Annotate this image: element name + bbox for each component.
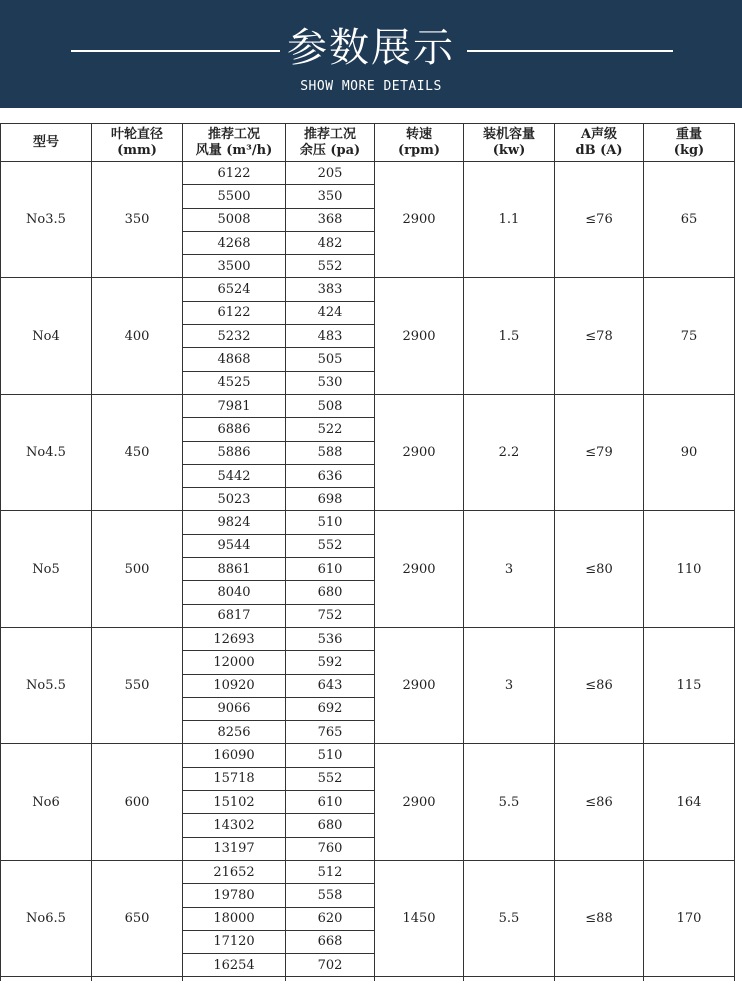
airflow-cell: 9824 (183, 511, 286, 534)
truncated-cell (375, 977, 464, 982)
header-power (464, 124, 555, 162)
weight-cell: 90 (644, 394, 735, 510)
noise-cell: ≤86 (555, 627, 644, 743)
weight-cell: 170 (644, 860, 735, 976)
pressure-cell: 610 (286, 791, 375, 814)
header-line2: (kg) (673, 142, 705, 158)
header-line2: (mm) (117, 142, 157, 158)
airflow-cell: 6524 (183, 278, 286, 301)
pressure-cell: 205 (286, 162, 375, 185)
airflow-cell: 4268 (183, 231, 286, 254)
truncated-cell (644, 977, 735, 982)
pressure-cell: 698 (286, 488, 375, 511)
banner-subtitle: SHOW MORE DETAILS (300, 79, 442, 94)
truncated-cell (555, 977, 644, 982)
diameter-cell: 500 (92, 511, 183, 627)
airflow-cell: 8256 (183, 721, 286, 744)
airflow-cell: 3500 (183, 255, 286, 278)
diameter-cell: 650 (92, 860, 183, 976)
pressure-cell: 482 (286, 231, 375, 254)
pressure-cell: 510 (286, 744, 375, 767)
pressure-cell: 530 (286, 371, 375, 394)
header-line2: 风量 (m³/h) (195, 142, 273, 158)
power-cell: 1.5 (464, 278, 555, 394)
pressure-cell: 505 (286, 348, 375, 371)
airflow-cell: 5023 (183, 488, 286, 511)
airflow-cell: 12000 (183, 651, 286, 674)
pressure-cell: 350 (286, 185, 375, 208)
rpm-cell: 1450 (375, 860, 464, 976)
model-cell: No5 (1, 511, 92, 627)
airflow-cell: 5232 (183, 325, 286, 348)
airflow-cell: 14302 (183, 814, 286, 837)
truncated-cell (92, 977, 183, 982)
pressure-cell: 536 (286, 627, 375, 650)
airflow-cell: 15102 (183, 791, 286, 814)
pressure-cell: 383 (286, 278, 375, 301)
noise-cell: ≤79 (555, 394, 644, 510)
diameter-cell: 350 (92, 162, 183, 278)
header-line2: dB (A) (575, 142, 623, 158)
airflow-cell: 6817 (183, 604, 286, 627)
header-line1: 装机容量 (482, 126, 535, 142)
model-cell: No4.5 (1, 394, 92, 510)
airflow-cell: 6886 (183, 418, 286, 441)
airflow-cell: 16090 (183, 744, 286, 767)
airflow-cell: 9544 (183, 534, 286, 557)
diameter-cell: 550 (92, 627, 183, 743)
table-row (1, 162, 735, 185)
header-rpm (375, 124, 464, 162)
weight-cell: 164 (644, 744, 735, 860)
pressure-cell: 702 (286, 954, 375, 977)
airflow-cell: 5886 (183, 441, 286, 464)
pressure-cell: 522 (286, 418, 375, 441)
pressure-cell: 558 (286, 884, 375, 907)
power-cell: 1.1 (464, 162, 555, 278)
header-line1: 重量 (675, 126, 702, 142)
table-row-truncated (1, 977, 735, 982)
header-model (1, 124, 92, 162)
airflow-cell: 4868 (183, 348, 286, 371)
pressure-cell: 643 (286, 674, 375, 697)
airflow-cell: 6122 (183, 162, 286, 185)
airflow-cell: 12693 (183, 627, 286, 650)
pressure-cell: 680 (286, 814, 375, 837)
pressure-cell: 552 (286, 534, 375, 557)
pressure-cell: 588 (286, 441, 375, 464)
diameter-cell: 600 (92, 744, 183, 860)
pressure-cell: 592 (286, 651, 375, 674)
airflow-cell: 19780 (183, 884, 286, 907)
pressure-cell: 610 (286, 558, 375, 581)
table-row (1, 511, 735, 534)
noise-cell: ≤80 (555, 511, 644, 627)
model-cell: No6 (1, 744, 92, 860)
power-cell: 5.5 (464, 744, 555, 860)
banner-title: 参数展示 (287, 25, 455, 71)
model-cell: No5.5 (1, 627, 92, 743)
pressure-cell: 680 (286, 581, 375, 604)
noise-cell: ≤78 (555, 278, 644, 394)
title-divider-right (467, 50, 673, 52)
pressure-cell: 483 (286, 325, 375, 348)
pressure-cell: 620 (286, 907, 375, 930)
header-line2: (kw) (492, 142, 526, 158)
airflow-cell: 5500 (183, 185, 286, 208)
noise-cell: ≤88 (555, 860, 644, 976)
pressure-cell: 752 (286, 604, 375, 627)
truncated-cell (464, 977, 555, 982)
pressure-cell: 765 (286, 721, 375, 744)
spec-table (0, 123, 735, 981)
power-cell: 3 (464, 511, 555, 627)
rpm-cell: 2900 (375, 278, 464, 394)
header-line1: 推荐工况 (303, 126, 356, 142)
truncated-cell (286, 977, 375, 982)
table-row (1, 394, 735, 417)
pressure-cell: 510 (286, 511, 375, 534)
weight-cell: 75 (644, 278, 735, 394)
table-row (1, 627, 735, 650)
rpm-cell: 2900 (375, 744, 464, 860)
airflow-cell: 8861 (183, 558, 286, 581)
airflow-cell: 16254 (183, 954, 286, 977)
header-line1: A声级 (580, 126, 618, 142)
pressure-cell: 636 (286, 464, 375, 487)
header-line2: 余压 (pa) (299, 142, 361, 158)
pressure-cell: 760 (286, 837, 375, 860)
model-cell: No4 (1, 278, 92, 394)
airflow-cell: 5442 (183, 464, 286, 487)
header-line1: 叶轮直径 (110, 126, 163, 142)
diameter-cell: 400 (92, 278, 183, 394)
airflow-cell: 17120 (183, 930, 286, 953)
pressure-cell: 692 (286, 697, 375, 720)
weight-cell: 115 (644, 627, 735, 743)
diameter-cell: 450 (92, 394, 183, 510)
weight-cell: 110 (644, 511, 735, 627)
header-line2: (rpm) (398, 142, 440, 158)
table-row (1, 744, 735, 767)
airflow-cell: 6122 (183, 301, 286, 324)
pressure-cell: 552 (286, 767, 375, 790)
header-diameter (92, 124, 183, 162)
airflow-cell: 9066 (183, 697, 286, 720)
airflow-cell: 21652 (183, 860, 286, 883)
pressure-cell: 512 (286, 860, 375, 883)
pressure-cell: 508 (286, 394, 375, 417)
header-banner (0, 0, 742, 108)
model-cell: No6.5 (1, 860, 92, 976)
airflow-cell: 5008 (183, 208, 286, 231)
rpm-cell: 2900 (375, 511, 464, 627)
pressure-cell: 668 (286, 930, 375, 953)
airflow-cell: 15718 (183, 767, 286, 790)
header-line1: 型号 (32, 134, 59, 150)
airflow-cell: 10920 (183, 674, 286, 697)
truncated-cell (1, 977, 92, 982)
header-row (1, 124, 735, 162)
noise-cell: ≤76 (555, 162, 644, 278)
pressure-cell: 552 (286, 255, 375, 278)
header-line1: 转速 (405, 126, 432, 142)
airflow-cell: 7981 (183, 394, 286, 417)
pressure-cell: 368 (286, 208, 375, 231)
weight-cell: 65 (644, 162, 735, 278)
truncated-cell (183, 977, 286, 982)
model-cell: No3.5 (1, 162, 92, 278)
rpm-cell: 2900 (375, 162, 464, 278)
header-line1: 推荐工况 (207, 126, 260, 142)
power-cell: 2.2 (464, 394, 555, 510)
pressure-cell: 424 (286, 301, 375, 324)
table-row (1, 278, 735, 301)
header-noise (555, 124, 644, 162)
power-cell: 3 (464, 627, 555, 743)
rpm-cell: 2900 (375, 394, 464, 510)
header-weight (644, 124, 735, 162)
header-airflow (183, 124, 286, 162)
airflow-cell: 13197 (183, 837, 286, 860)
header-pressure (286, 124, 375, 162)
power-cell: 5.5 (464, 860, 555, 976)
airflow-cell: 18000 (183, 907, 286, 930)
noise-cell: ≤86 (555, 744, 644, 860)
airflow-cell: 8040 (183, 581, 286, 604)
table-row (1, 860, 735, 883)
rpm-cell: 2900 (375, 627, 464, 743)
airflow-cell: 4525 (183, 371, 286, 394)
